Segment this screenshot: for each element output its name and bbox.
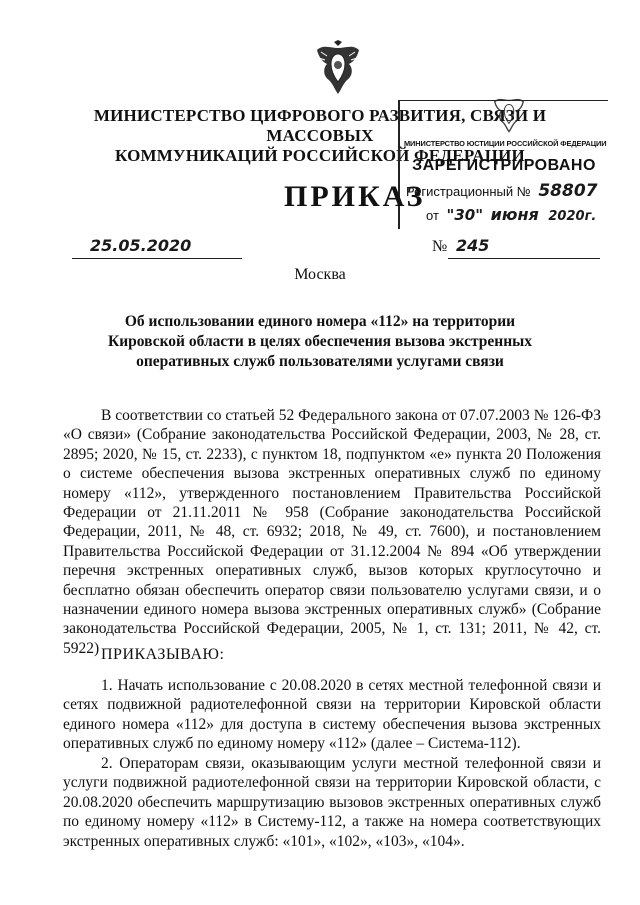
stamp-from-day: "30" bbox=[446, 206, 484, 224]
document-title: Об использовании единого номера «112» на территории Кировской области в целях обеспечения вызова экстренных оперативных служб пользователями услугами связи bbox=[107, 313, 533, 370]
stamp-reg-label: Регистрационный № bbox=[406, 184, 531, 199]
document-date: 25.05.2020 bbox=[90, 236, 192, 255]
document-date-line bbox=[72, 238, 242, 259]
stamp-from-year: 2020г. bbox=[548, 209, 597, 224]
ministry-line-2: КОММУНИКАЦИЙ РОССИЙСКОЙ ФЕДЕРАЦИИ bbox=[115, 146, 525, 165]
preamble-paragraph: В соответствии со статьей 52 Федерального закона от 07.07.2003 № 126-ФЗ «О связи» (Собрание законодательства Российской Федерации, 2003, № 28, ст. 2895; 2020, № 15, ст. 2233), с пунктом 18, подпунктом «е» пункта 20 Положения о системе обеспечения вызова экстренных оперативных служб по единому номеру «112», утвержденного постановлением Правительства Российской Федерации от 21.11.2011 № 958 (Собрание законодательства Российской Федерации, 2011, № 48, ст. 6932; 2018, № 49, ст. 7600), и постановлением Правительства Российской Федерации от 31.12.2004 № 894 «Об утверждении перечня экстренных оперативных служб, вызов которых круглосуточно и бесплатно обязан обеспечить оператор связи пользователю услугами связи, и о назначении единого номера вызова экстренных оперативных служб» (Собрание законодательства Российской Федерации, 2005, № 1, ст. 131; 2011, № 42, ст. 5922) bbox=[63, 407, 601, 657]
stamp-reg-number: 58807 bbox=[538, 181, 598, 201]
registration-stamp bbox=[398, 100, 608, 229]
stamp-registered: ЗАРЕГИСТРИРОВАНО bbox=[412, 157, 596, 174]
document-type: ПРИКАЗ bbox=[284, 180, 426, 213]
order-item-2: 2. Операторам связи, оказывающим услуги местной телефонной связи и услуги подвижной радиотелефонной связи на территории Кировской области, с 20.08.2020 обеспечить маршрутизацию вызовов экстренных оперативных служб по единому номеру «112» в Систему-112, а также на номера соответствующих экстренных оперативных служб: «101», «102», «103», «104». bbox=[63, 755, 601, 850]
stamp-ministry: МИНИСТЕРСТВО ЮСТИЦИИ РОССИЙСКОЙ ФЕДЕРАЦИИ bbox=[404, 139, 607, 148]
stamp-from-month: июня bbox=[490, 205, 539, 224]
coat-of-arms-icon bbox=[313, 40, 363, 96]
document-number-line bbox=[448, 238, 600, 259]
order-item-1: 1. Начать использование с 20.08.2020 в сетях местной телефонной связи и сетях подвижной радиотелефонной связи на территории Кировской области единого номера «112» для доступа в систему обеспечения вызова экстренных оперативных служб по единому номеру «112» (далее – Система-112). bbox=[63, 677, 601, 753]
stamp-emblem-icon bbox=[492, 95, 526, 133]
document-city: Москва bbox=[294, 266, 346, 283]
ministry-line-1: МИНИСТЕРСТВО ЦИФРОВОГО РАЗВИТИЯ, СВЯЗИ И МАССОВЫХ bbox=[93, 106, 547, 145]
number-sign: № bbox=[432, 238, 448, 255]
stamp-reg-row bbox=[406, 181, 598, 201]
stamp-date-row bbox=[426, 205, 596, 224]
stamp-from-label: от bbox=[426, 208, 439, 223]
orders-word: ПРИКАЗЫВАЮ: bbox=[101, 646, 225, 663]
document-number: 245 bbox=[456, 236, 490, 255]
